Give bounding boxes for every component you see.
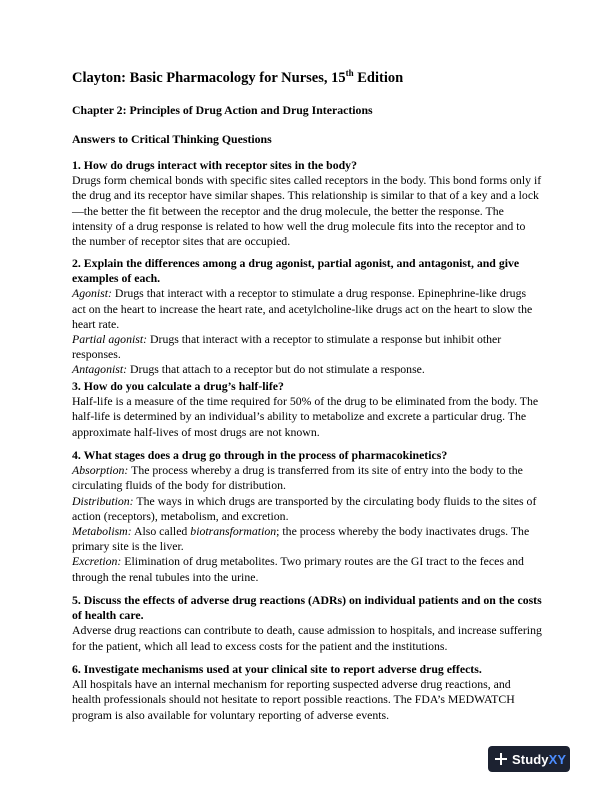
document-title: [72, 70, 403, 87]
term-label: Antagonist:: [72, 362, 128, 377]
plus-icon: [495, 753, 507, 765]
term-definition: Drugs that interact with a receptor to stimulate a response but inhibit other responses.: [72, 332, 502, 362]
answer-item: [72, 494, 542, 524]
answer-item: [72, 286, 542, 332]
title-suffix: Edition: [353, 70, 404, 86]
question-2: [72, 256, 542, 378]
answer-text: Adverse drug reactions can contribute to death, cause admission to hospitals, and increase suffering for the patient, which all lead to excess costs for the patient and the institutions.: [72, 623, 542, 653]
term-label: Partial agonist:: [72, 332, 148, 347]
answer-item: [72, 463, 542, 493]
answer-item: [72, 362, 542, 377]
question-title: 3. How do you calculate a drug’s half-life?: [72, 379, 284, 393]
studyxy-logo[interactable]: [488, 746, 570, 772]
answer-item: [72, 554, 542, 584]
question-1: [72, 158, 542, 249]
term-label: Excretion:: [72, 554, 122, 569]
term-definition: Drugs that interact with a receptor to stimulate a drug response. Epinephrine-like drugs act on the heart to increase the heart rate, and acetylcholine-like drugs act on the heart to slow the heart rate.: [72, 286, 533, 331]
term-label: Agonist:: [72, 286, 112, 301]
term-definition: Drugs that attach to a receptor but do not stimulate a response.: [127, 362, 425, 377]
question-title: 2. Explain the differences among a drug agonist, partial agonist, and antagonist, and give examples of each.: [72, 256, 520, 286]
question-title: 1. How do drugs interact with receptor sites in the body?: [72, 158, 357, 172]
title-superscript: th: [345, 68, 354, 79]
term-label: Distribution:: [72, 493, 134, 508]
question-title: 4. What stages does a drug go through in the process of pharmacokinetics?: [72, 448, 448, 462]
answer-text: Half-life is a measure of the time required for 50% of the drug to be eliminated from the body. The half-life is determined by an individual’s ability to metabolize and excrete a particular drug. The approximate half-lives of most drugs are not known.: [72, 394, 539, 439]
brand-name-part2: XY: [548, 751, 567, 767]
term-definition-start: Also called: [131, 524, 191, 539]
section-subheading: Answers to Critical Thinking Questions: [72, 132, 272, 146]
answer-text: All hospitals have an internal mechanism for reporting suspected adverse drug reactions, and health professionals should not hesitate to report possible reactions. The FDA’s MEDWATCH program is also available for voluntary reporting of adverse events.: [72, 677, 515, 722]
question-title: 5. Discuss the effects of adverse drug reactions (ADRs) on individual patients and on the costs of health care.: [72, 593, 542, 623]
term-definition: Elimination of drug metabolites. Two primary routes are the GI tract to the feces and through the renal tubules into the urine.: [72, 554, 524, 584]
question-title: 6. Investigate mechanisms used at your clinical site to report adverse drug effects.: [72, 662, 482, 676]
chapter-heading: Chapter 2: Principles of Drug Action and Drug Interactions: [72, 103, 373, 117]
term-definition: The process whereby a drug is transferred from its site of entry into the body to the circulating fluids of the body for distribution.: [72, 463, 523, 493]
answer-item: [72, 524, 542, 554]
brand-name: [512, 752, 566, 767]
question-3: [72, 379, 542, 440]
brand-name-part1: Study: [512, 751, 549, 767]
answer-text: Drugs form chemical bonds with specific sites called receptors in the body. This bond forms only if the drug and its receptor have similar shapes. This relationship is similar to that of a key and a lock—the better the fit between the receptor and the drug molecule, the better the response. The intensity of a drug response is related to how well the drug molecule fits into the receptor and to the number of receptor sites that are occupied.: [72, 173, 542, 249]
question-5: [72, 593, 542, 654]
term-label: Absorption:: [72, 463, 129, 478]
question-6: [72, 662, 542, 723]
inline-term: biotransformation: [190, 524, 277, 539]
term-definition: The ways in which drugs are transported by the circulating body fluids to the sites of action (receptors), metabolism, and excretion.: [72, 493, 537, 523]
term-label: Metabolism:: [72, 524, 132, 539]
title-text: Clayton: Basic Pharmacology for Nurses, 15: [72, 70, 346, 86]
question-4: [72, 448, 542, 585]
term-definition: ; the process whereby the body inactivates drugs. The primary site is the liver.: [72, 524, 530, 554]
answer-item: [72, 332, 542, 362]
